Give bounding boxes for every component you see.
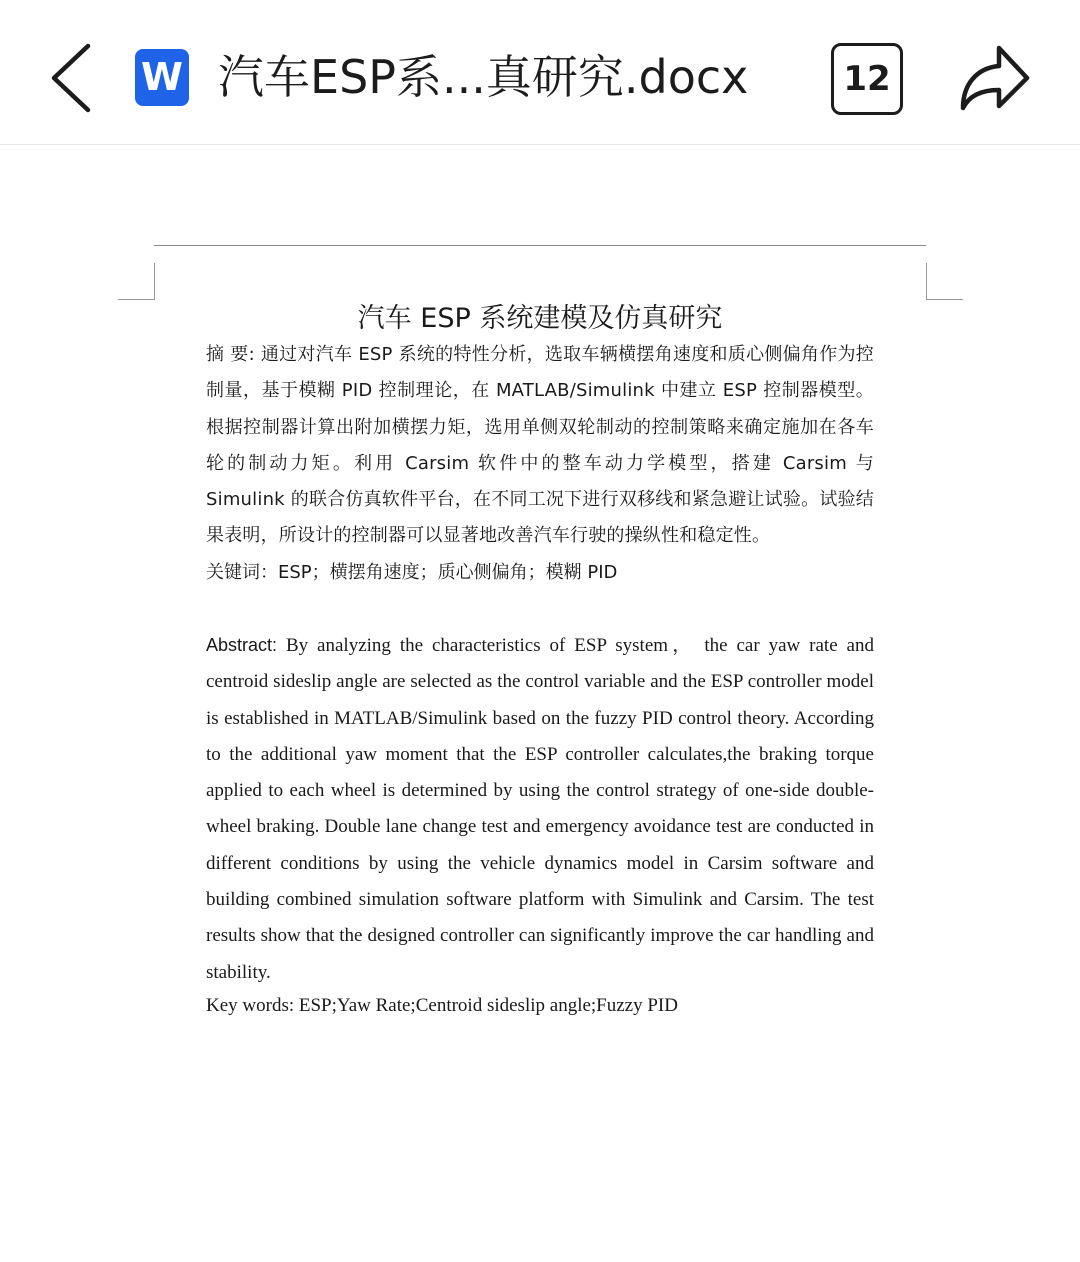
share-button[interactable]: [955, 40, 1035, 116]
chinese-keywords: [206, 555, 874, 591]
english-abstract: [206, 627, 874, 991]
document-page[interactable]: [0, 145, 1080, 1262]
english-abstract-label: Abstract:: [206, 635, 278, 655]
document-title: 汽车ESP系...真研究.docx: [218, 50, 749, 104]
chinese-keywords-text: ESP；横摆角速度；质心侧偏角；模糊 PID: [278, 562, 618, 583]
margin-corner-right: [926, 263, 963, 300]
paper-title: 汽车 ESP 系统建模及仿真研究: [357, 303, 723, 334]
back-button[interactable]: [40, 40, 104, 116]
chinese-keywords-label: 关键词：: [206, 562, 278, 583]
share-arrow-icon: [955, 40, 1035, 116]
chinese-abstract-text: 通过对汽车 ESP 系统的特性分析，选取车辆横摆角速度和质心侧偏角作为控制量，基于模糊 PID 控制理论，在 MATLAB/Simulink 中建立 ESP 控制器模型。根据控制器计算出附加横摆力矩，选用单侧双轮制动的控制策略来确定施加在各车轮的制动力矩。利用 Carsim 软件中的整车动力学模型，搭建 Carsim 与 Simulink 的联合仿真软件平台，在不同工况下进行双移线和紧急避让试验。试验结果表明，所设计的控制器可以显著地改善汽车行驶的操纵性和稳定性。: [206, 344, 874, 547]
chinese-abstract: [206, 337, 874, 555]
chinese-abstract-label: 摘 要:: [206, 344, 255, 365]
margin-corner-left: [118, 263, 155, 300]
top-app-bar: [0, 0, 1080, 145]
chevron-left-icon: [40, 40, 104, 116]
english-keywords: Key words: ESP;Yaw Rate;Centroid sideslip angle;Fuzzy PID: [206, 995, 678, 1016]
english-abstract-text: By analyzing the characteristics of ESP system， the car yaw rate and centroid sideslip angle are selected as the control variable and the ESP controller model is established in MATLAB/Simulink based on the fuzzy PID control theory. According to the additional yaw moment that the ESP controller calculates,the braking torque applied to each wheel is determined by using the control strategy of one-side double-wheel braking. Double lane change test and emergency avoidance test are conducted in different conditions by using the vehicle dynamics model in Carsim software and building combined simulation software platform with Simulink and Carsim. The test results show that the designed controller can significantly improve the car handling and stability.: [206, 635, 874, 983]
page-header-line: [154, 245, 926, 246]
word-app-icon: W: [135, 49, 189, 106]
page-count-button[interactable]: 12: [831, 43, 903, 115]
